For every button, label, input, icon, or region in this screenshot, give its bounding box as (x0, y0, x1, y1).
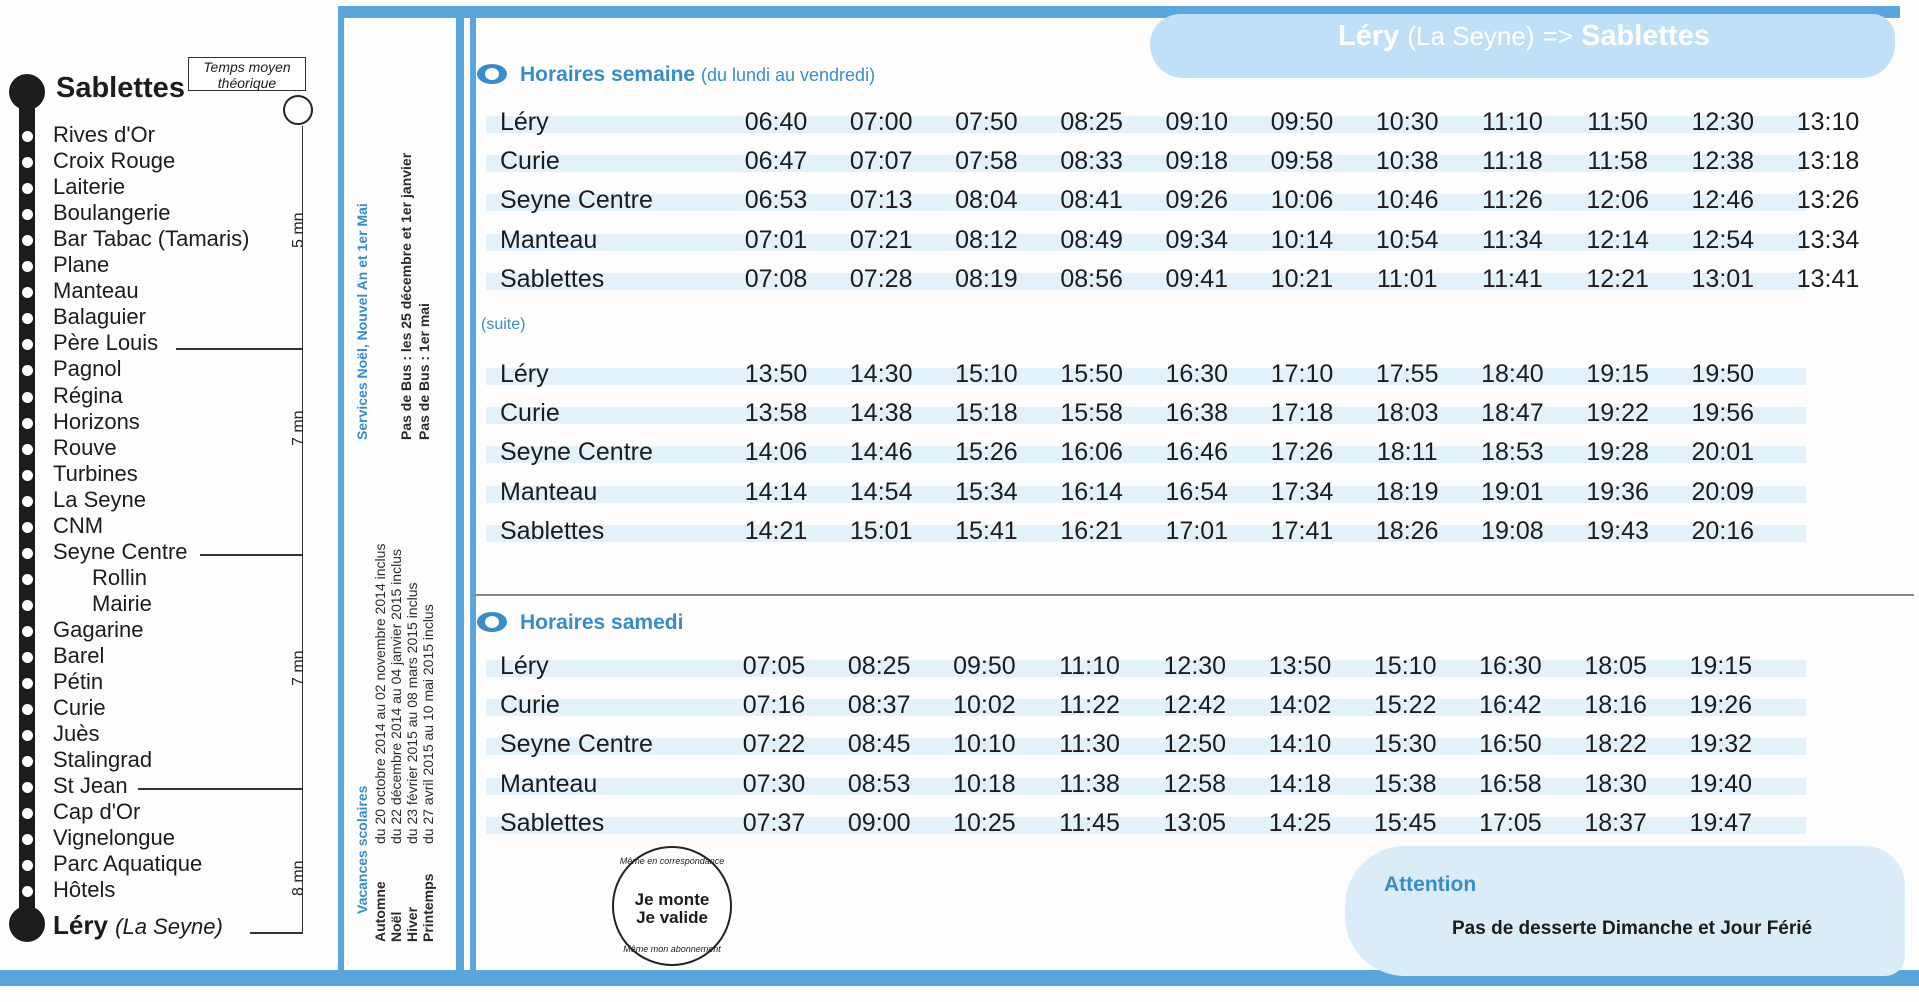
time-cell: 08:56 (1060, 264, 1123, 293)
time-cell: 15:26 (955, 438, 1018, 467)
time-cell: 10:21 (1270, 264, 1334, 293)
time-cell: 07:30 (742, 769, 806, 798)
vacances-dates: du 20 octobre 2014 au 02 novembre 2014 inclus (372, 543, 388, 844)
stop-item: Curie (53, 695, 106, 721)
eye-icon (477, 612, 507, 632)
time-cell: 19:22 (1586, 399, 1649, 428)
time-cell: 07:05 (742, 652, 806, 680)
time-cell: 11:58 (1587, 147, 1648, 176)
stop-dot (22, 496, 33, 507)
table-row (486, 691, 1806, 721)
time-cell: 11:26 (1482, 186, 1543, 215)
end-terminal-dot (9, 906, 45, 942)
time-cell: 08:45 (847, 730, 911, 759)
vacances-dates: du 22 décembre 2014 au 04 janvier 2015 inclus (388, 549, 404, 844)
time-cell: 12:58 (1163, 769, 1227, 798)
time-cell: 15:30 (1373, 730, 1437, 759)
time-cell: 08:41 (1060, 186, 1123, 215)
time-cell: 11:22 (1059, 691, 1120, 720)
time-cell: 19:47 (1689, 808, 1753, 837)
stop-item: Rouve (53, 434, 117, 460)
time-cell: 08:25 (847, 652, 911, 680)
stop-item: Laiterie (53, 174, 126, 200)
time-cell: 09:50 (1270, 108, 1334, 136)
time-cell: 14:02 (1268, 691, 1332, 720)
vacances-name: Noël (388, 911, 404, 942)
table-row (486, 264, 1860, 295)
time-cell: 14:14 (744, 477, 808, 506)
time-cell: 11:10 (1059, 652, 1120, 680)
time-cell: 08:04 (955, 186, 1018, 215)
table-row (486, 186, 1860, 216)
semaine-title-text: Horaires semaine (520, 63, 696, 86)
badge-line-1: Je monte (634, 890, 710, 909)
time-cell: 14:46 (849, 438, 913, 467)
time-cell: 19:56 (1691, 399, 1755, 428)
stop-item: Rives d'Or (53, 122, 155, 147)
duration-4: 8 mn (290, 860, 307, 896)
route-to: Sablettes (1581, 20, 1710, 52)
time-cell: 19:26 (1689, 691, 1753, 720)
stop-item: Vignelongue (53, 825, 175, 851)
stop-name: Manteau (500, 225, 598, 254)
time-cell: 16:30 (1479, 652, 1542, 680)
stop-dot (22, 652, 33, 663)
stop-item: Cap d'Or (53, 799, 141, 825)
stop-item: Manteau (53, 278, 139, 304)
time-cell: 18:47 (1481, 399, 1544, 428)
time-cell: 15:38 (1373, 769, 1437, 798)
table-row (486, 225, 1860, 256)
time-cell: 13:26 (1796, 186, 1860, 215)
stop-item: Barel (53, 643, 105, 668)
time-cell: 07:00 (849, 108, 913, 136)
time-cell: 06:40 (744, 108, 808, 136)
time-cell: 19:15 (1586, 360, 1649, 388)
stop-dot (22, 157, 33, 168)
time-cell: 10:18 (953, 769, 1016, 798)
time-cell: 18:26 (1375, 516, 1439, 545)
stop-dot (22, 444, 33, 455)
time-cell: 09:10 (1165, 108, 1229, 136)
time-cell: 08:12 (955, 225, 1018, 254)
time-cell: 10:25 (953, 808, 1016, 837)
time-cell: 07:13 (849, 186, 913, 215)
semaine-title (520, 63, 875, 87)
time-cell: 12:21 (1586, 264, 1649, 293)
time-cell: 19:36 (1586, 477, 1649, 506)
stop-name: Seyne Centre (500, 730, 653, 759)
time-cell: 15:50 (1060, 360, 1123, 388)
time-cell: 11:50 (1587, 108, 1648, 136)
time-cell: 16:06 (1060, 438, 1123, 467)
time-cell: 07:50 (955, 108, 1018, 136)
time-cell: 11:10 (1482, 108, 1543, 136)
time-cell: 19:01 (1481, 477, 1544, 506)
route-title (1338, 20, 1710, 53)
stop-item: Parc Aquatique (53, 851, 203, 877)
temps-label-2: théorique (217, 75, 277, 91)
time-cell: 12:46 (1691, 186, 1755, 215)
stop-name: Curie (500, 691, 560, 720)
time-cell: 08:19 (955, 264, 1018, 293)
time-cell: 11:30 (1059, 730, 1120, 759)
stop-name: Sablettes (500, 808, 605, 837)
time-cell: 07:01 (744, 225, 808, 254)
time-cell: 08:53 (847, 769, 911, 798)
time-cell: 15:01 (849, 516, 913, 545)
table-row (486, 360, 1806, 390)
services-title: Services Noël, Nouvel An et 1er Mai (354, 203, 370, 440)
attention-message: Pas de desserte Dimanche et Jour Férié (1452, 918, 1813, 939)
stop-dot (22, 574, 33, 585)
time-cell: 20:16 (1691, 516, 1755, 545)
section-divider (474, 594, 1914, 596)
time-cell: 15:34 (955, 477, 1018, 506)
time-cell: 10:38 (1375, 147, 1439, 176)
time-cell: 16:38 (1165, 399, 1229, 428)
time-cell: 15:41 (955, 516, 1018, 545)
end-stop (53, 910, 223, 941)
stop-item: Stalingrad (53, 747, 153, 773)
time-cell: 15:10 (1373, 652, 1437, 680)
stop-dot (22, 548, 33, 559)
table-row (486, 652, 1806, 682)
stop-dot (22, 131, 33, 142)
stop-item: Pétin (53, 669, 104, 695)
stop-name: Sablettes (500, 516, 605, 545)
time-cell: 07:21 (849, 225, 913, 254)
time-cell: 09:58 (1270, 147, 1334, 176)
time-cell: 11:01 (1376, 264, 1438, 293)
samedi-title: Horaires samedi (520, 611, 684, 634)
time-cell: 17:34 (1270, 477, 1334, 506)
time-cell: 14:38 (849, 399, 913, 428)
time-cell: 09:34 (1165, 225, 1229, 254)
time-cell: 08:33 (1060, 147, 1123, 176)
time-cell: 11:18 (1482, 147, 1543, 176)
time-cell: 09:26 (1165, 186, 1229, 215)
vacances-name: Hiver (404, 906, 420, 942)
time-cell: 12:54 (1691, 225, 1755, 254)
badge-line-2: Je valide (636, 908, 708, 927)
time-cell: 19:08 (1481, 516, 1544, 545)
stop-item: Régina (53, 382, 123, 408)
table-row (486, 438, 1806, 468)
stop-name: Sablettes (500, 264, 605, 293)
stop-name: Léry (500, 108, 549, 136)
time-cell: 17:01 (1165, 516, 1229, 545)
time-cell: 13:34 (1796, 225, 1860, 254)
duration-3: 7 mn (290, 650, 307, 686)
time-cell: 10:06 (1270, 186, 1334, 215)
temps-label-1: Temps moyen (203, 59, 291, 75)
stop-name: Manteau (500, 477, 598, 506)
pas-de-bus-1: Pas de Bus : les 25 décembre et 1er janvier (398, 152, 414, 440)
stop-item: Boulangerie (53, 200, 171, 226)
time-cell: 19:40 (1689, 769, 1753, 798)
semaine-subtitle: (du lundi au vendredi) (700, 65, 876, 85)
badge-ring-bottom: Même mon abonnement (623, 944, 721, 954)
time-cell: 17:10 (1270, 360, 1334, 388)
stop-item: Bar Tabac (Tamaris) (53, 226, 250, 252)
time-cell: 16:21 (1060, 516, 1123, 545)
table-row (486, 730, 1806, 760)
fold-line-3 (470, 6, 476, 981)
time-cell: 17:05 (1479, 808, 1542, 837)
time-cell: 18:05 (1584, 652, 1647, 680)
route-from-sub: (La Seyne) (1407, 21, 1535, 51)
stop-item: Gagarine (53, 616, 144, 642)
vacances-name: Automne (372, 881, 388, 942)
time-cell: 17:55 (1375, 360, 1439, 388)
time-cell: 12:06 (1586, 186, 1649, 215)
stop-item: St Jean (53, 773, 128, 799)
stop-dot (22, 626, 33, 637)
time-cell: 16:30 (1165, 360, 1229, 388)
stop-dot (22, 600, 33, 611)
time-cell: 13:50 (1268, 652, 1332, 680)
time-cell: 14:21 (744, 516, 808, 545)
time-cell: 14:54 (849, 477, 913, 506)
stop-name: Curie (500, 147, 560, 176)
stop-dot (22, 392, 33, 403)
time-cell: 14:06 (744, 438, 808, 467)
stop-item: Pagnol (53, 356, 122, 382)
time-cell: 10:10 (953, 730, 1016, 759)
time-cell: 09:18 (1165, 147, 1229, 176)
time-cell: 20:01 (1691, 438, 1755, 467)
fold-line-2 (456, 6, 464, 981)
time-cell: 19:28 (1586, 438, 1649, 467)
stop-item: CNM (53, 512, 104, 538)
time-cell: 18:19 (1375, 477, 1439, 506)
vacances-dates: du 23 février 2015 au 08 mars 2015 inclus (404, 582, 420, 844)
vacances-dates: du 27 avril 2015 au 10 mai 2015 inclus (420, 604, 436, 844)
time-cell: 09:50 (953, 652, 1016, 680)
time-cell: 18:11 (1376, 438, 1438, 467)
stop-name: Léry (500, 360, 549, 388)
time-cell: 14:25 (1268, 808, 1332, 837)
validation-badge (612, 846, 732, 966)
stop-name: Léry (500, 652, 549, 680)
time-cell: 07:16 (742, 691, 806, 720)
stop-item: Plane (53, 252, 110, 278)
bracket-tick-1 (176, 348, 303, 350)
route-from: Léry (1338, 20, 1400, 52)
time-cell: 13:18 (1796, 147, 1860, 176)
time-cell: 16:54 (1165, 477, 1229, 506)
duration-2: 7 mn (290, 410, 307, 446)
duration-1: 5 mn (290, 212, 307, 248)
stop-item: Mairie (92, 590, 152, 616)
bracket-tick-2 (200, 554, 303, 556)
time-cell: 18:03 (1375, 399, 1439, 428)
time-cell: 10:54 (1375, 225, 1439, 254)
table-row (486, 809, 1806, 839)
eye-icon (477, 64, 507, 84)
time-cell: 12:38 (1691, 147, 1755, 176)
pas-de-bus-2: Pas de Bus : 1er mai (416, 303, 432, 440)
time-cell: 12:42 (1163, 691, 1227, 720)
time-cell: 11:34 (1482, 225, 1543, 254)
stop-dot (22, 470, 33, 481)
time-cell: 13:05 (1163, 808, 1227, 837)
time-cell: 13:50 (744, 360, 808, 388)
stop-list-panel (0, 0, 340, 980)
time-cell: 13:58 (744, 399, 808, 428)
stop-item: La Seyne (53, 486, 146, 512)
clock-icon (283, 95, 313, 125)
time-cell: 13:01 (1691, 264, 1755, 293)
time-cell: 18:37 (1584, 808, 1647, 837)
time-cell: 12:50 (1163, 730, 1227, 759)
table-row (486, 517, 1806, 547)
time-cell: 10:46 (1375, 186, 1439, 215)
badge-ring-top: Même en correspondance (619, 856, 725, 866)
bracket-tick-3 (138, 788, 303, 790)
table-row (486, 770, 1806, 800)
stop-name: Seyne Centre (500, 186, 653, 215)
time-cell: 14:18 (1268, 769, 1332, 798)
end-stop-sub: (La Seyne) (115, 914, 223, 939)
time-cell: 07:28 (849, 264, 913, 293)
time-cell: 11:41 (1482, 264, 1543, 293)
attention-cloud (1345, 846, 1905, 976)
time-cell: 16:14 (1060, 477, 1123, 506)
time-cell: 18:30 (1584, 769, 1647, 798)
stop-item: Rollin (92, 564, 148, 590)
time-cell: 11:38 (1059, 769, 1120, 798)
time-cell: 15:10 (955, 360, 1018, 388)
time-cell: 19:32 (1689, 730, 1753, 759)
table-row (486, 478, 1806, 508)
time-cell: 17:26 (1270, 438, 1334, 467)
stop-item: Hôtels (53, 877, 116, 903)
stop-item: Horizons (53, 408, 140, 434)
time-cell: 07:58 (955, 147, 1018, 176)
time-cell: 10:02 (953, 691, 1016, 720)
start-terminal-dot (9, 74, 45, 110)
time-cell: 18:16 (1584, 691, 1647, 720)
stop-item: Père Louis (53, 330, 159, 356)
stop-name: Manteau (500, 769, 598, 798)
time-cell: 08:25 (1060, 108, 1123, 136)
stop-dot (22, 522, 33, 533)
time-cell: 12:30 (1691, 108, 1755, 136)
vacances-title: Vacances scolaires (354, 785, 370, 914)
stop-item: Juès (53, 721, 100, 747)
time-cell: 15:45 (1373, 808, 1437, 837)
table-row (486, 399, 1806, 429)
time-cell: 15:18 (955, 399, 1018, 428)
time-cell: 07:07 (849, 147, 913, 176)
vacances-name: Printemps (420, 873, 436, 942)
time-cell: 17:41 (1270, 516, 1334, 545)
time-cell: 12:14 (1586, 225, 1649, 254)
time-cell: 14:30 (849, 360, 913, 388)
temps-moyen-label (188, 57, 306, 91)
time-cell: 15:58 (1060, 399, 1123, 428)
time-cell: 07:08 (744, 264, 808, 293)
time-cell: 14:10 (1268, 730, 1332, 759)
time-cell: 07:37 (742, 808, 806, 837)
time-cell: 07:22 (742, 730, 806, 759)
start-stop: Sablettes (56, 72, 185, 104)
time-cell: 08:49 (1060, 225, 1123, 254)
stop-item: Turbines (53, 460, 138, 486)
time-cell: 06:53 (744, 186, 808, 215)
time-cell: 15:22 (1373, 691, 1437, 720)
end-stop-name: Léry (53, 910, 108, 940)
time-cell: 18:53 (1481, 438, 1544, 467)
table-row (486, 147, 1860, 177)
time-cell: 13:10 (1796, 108, 1860, 136)
stop-name: Curie (500, 399, 560, 428)
time-cell: 06:47 (744, 147, 808, 176)
time-cell: 19:50 (1691, 360, 1755, 388)
time-cell: 10:30 (1375, 108, 1439, 136)
time-cell: 19:15 (1689, 652, 1753, 680)
route-arrow: => (1542, 21, 1573, 51)
duration-bracket-2 (295, 348, 303, 554)
stop-item: Seyne Centre (53, 538, 188, 564)
stop-dot (22, 678, 33, 689)
table-row (486, 108, 1860, 138)
time-cell: 10:14 (1270, 225, 1334, 254)
time-cell: 16:50 (1479, 730, 1542, 759)
stop-item: Balaguier (53, 304, 146, 330)
time-cell: 09:41 (1165, 264, 1229, 293)
stop-dot (22, 418, 33, 429)
time-cell: 09:00 (847, 808, 911, 837)
time-cell: 20:09 (1691, 477, 1755, 506)
stop-item: Croix Rouge (53, 148, 176, 174)
stop-name: Seyne Centre (500, 438, 653, 467)
suite-label: (suite) (481, 316, 526, 333)
time-cell: 19:43 (1586, 516, 1649, 545)
time-cell: 18:22 (1584, 730, 1647, 759)
time-cell: 18:40 (1481, 360, 1544, 388)
time-cell: 08:37 (847, 691, 911, 720)
bracket-tick-4 (250, 932, 303, 934)
time-cell: 13:41 (1796, 264, 1860, 293)
time-cell: 11:45 (1059, 808, 1120, 837)
time-cell: 16:58 (1479, 769, 1542, 798)
time-cell: 17:18 (1270, 399, 1334, 428)
time-cell: 16:46 (1165, 438, 1229, 467)
attention-title: Attention (1384, 873, 1477, 896)
time-cell: 16:42 (1479, 691, 1542, 720)
time-cell: 12:30 (1163, 652, 1227, 680)
